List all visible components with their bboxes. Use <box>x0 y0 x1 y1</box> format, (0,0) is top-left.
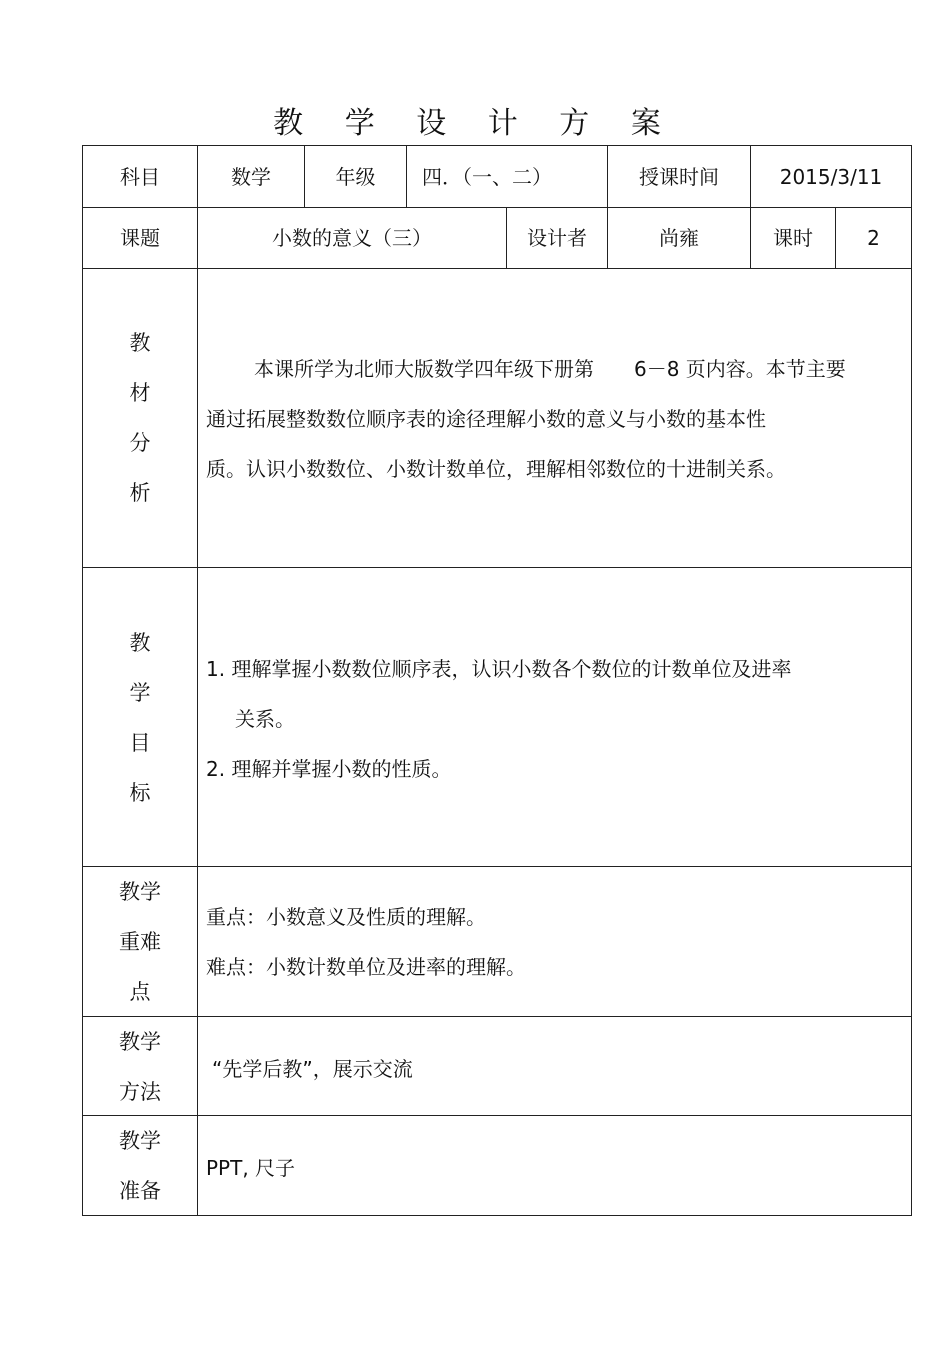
method-label <box>83 1017 197 1116</box>
grade-value: 四．（一、二） <box>422 164 552 189</box>
key-points-content <box>206 892 906 992</box>
label-char: 教学 <box>119 1128 161 1153</box>
table-divider <box>82 567 912 568</box>
goals-line: 关系。 <box>235 707 295 731</box>
method-text: “先学后教”，展示交流 <box>212 1057 413 1081</box>
prep-text: PPT, 尺子 <box>206 1156 296 1180</box>
table-divider <box>82 866 912 867</box>
label-char: 教 <box>129 631 151 655</box>
table-divider <box>82 1016 912 1017</box>
table-divider <box>82 268 912 269</box>
table-divider <box>82 1115 912 1116</box>
table-divider <box>197 145 198 1216</box>
analysis-label <box>83 318 197 518</box>
key-points-line: 难点：小数计数单位及进率的理解。 <box>206 955 526 979</box>
page-title: 教 学 设 计 方 案 <box>273 106 677 141</box>
table-divider <box>406 145 407 207</box>
prep-content <box>206 1143 896 1193</box>
time-label: 授课时间 <box>639 164 719 189</box>
table-border-bottom <box>82 1215 912 1216</box>
analysis-content <box>206 344 906 494</box>
goals-label <box>83 618 197 818</box>
goals-content <box>206 644 906 794</box>
analysis-line: 质。认识小数数位、小数计数单位，理解相邻数位的十进制关系。 <box>206 457 786 481</box>
time-value: 2015/3/11 <box>779 164 883 189</box>
label-char: 教 <box>129 331 151 355</box>
hours-label: 课时 <box>773 226 813 250</box>
subject-label: 科目 <box>120 164 160 189</box>
analysis-line: 通过拓展整数数位顺序表的途径理解小数的意义与小数的基本性 <box>206 407 766 431</box>
analysis-line: 本课所学为北师大版数学四年级下册第 6－8 页内容。本节主要 <box>254 357 846 381</box>
label-char: 准备 <box>119 1178 161 1203</box>
key-points-label <box>83 867 197 1017</box>
label-char: 材 <box>129 381 151 405</box>
label-char: 教学 <box>119 880 161 904</box>
grade-label: 年级 <box>335 164 376 189</box>
prep-label <box>83 1116 197 1215</box>
topic-label: 课题 <box>120 226 160 250</box>
label-char: 教学 <box>119 1029 161 1054</box>
label-char: 标 <box>129 781 151 805</box>
label-char: 重难 <box>119 930 161 954</box>
key-points-line: 重点：小数意义及性质的理解。 <box>206 905 486 929</box>
label-char: 析 <box>129 481 151 505</box>
goals-line: 2. 理解并掌握小数的性质。 <box>206 757 452 781</box>
label-char: 目 <box>129 731 151 755</box>
subject-value: 数学 <box>231 164 271 189</box>
designer-value: 尚雍 <box>659 226 699 250</box>
label-char: 点 <box>129 980 151 1004</box>
label-char: 分 <box>129 431 151 455</box>
table-border-right <box>911 145 912 1216</box>
label-char: 学 <box>129 681 151 705</box>
topic-value: 小数的意义（三） <box>272 226 432 250</box>
method-content <box>212 1044 902 1094</box>
designer-label: 设计者 <box>527 226 587 250</box>
label-char: 方法 <box>119 1079 161 1104</box>
hours-value: 2 <box>867 226 880 250</box>
goals-line: 1. 理解掌握小数数位顺序表，认识小数各个数位的计数单位及进率 <box>206 657 792 681</box>
